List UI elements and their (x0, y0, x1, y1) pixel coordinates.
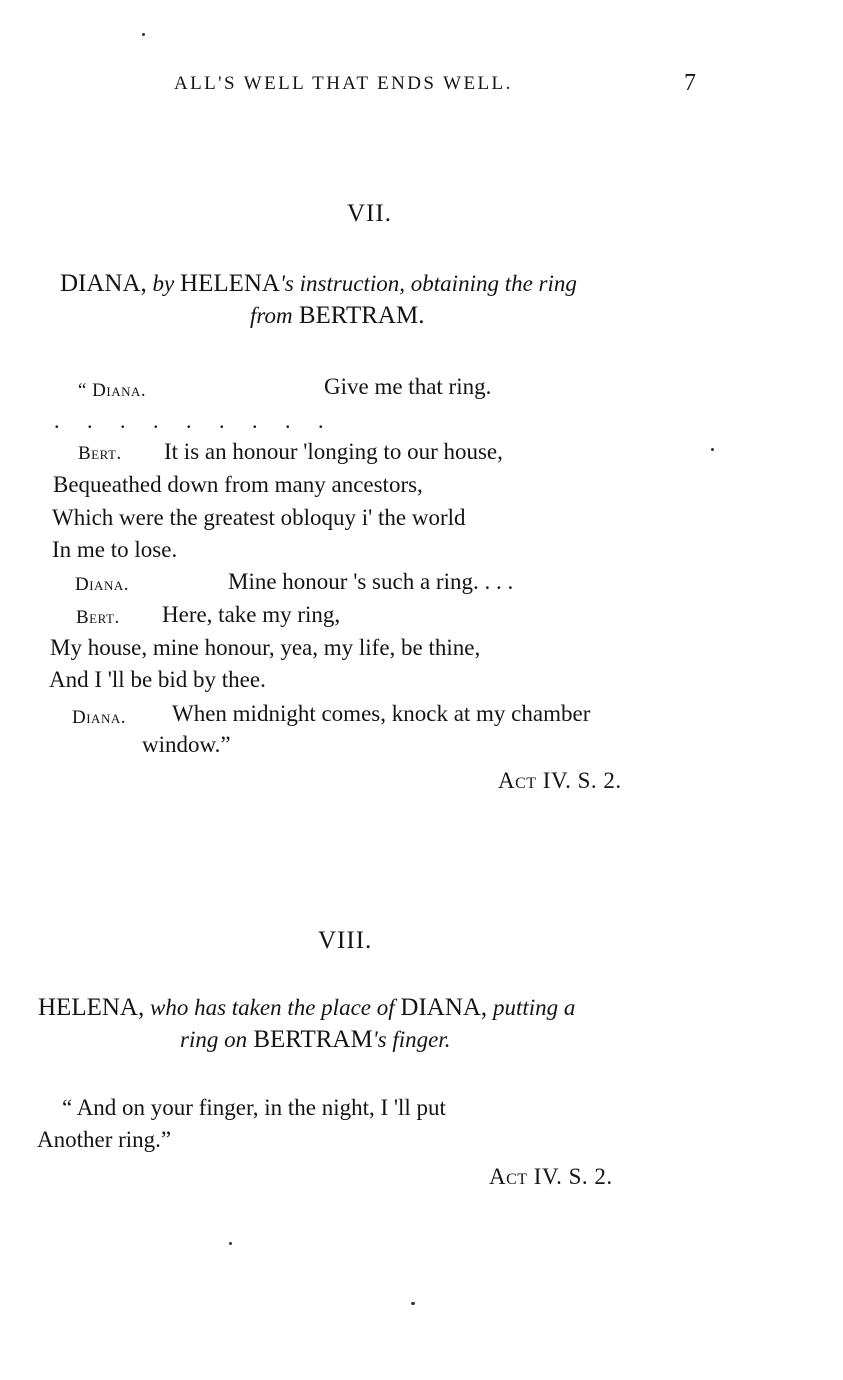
caption-name-diana: DIANA, (60, 270, 147, 297)
verse-line: In me to lose. (52, 537, 178, 562)
paper-speck (142, 33, 145, 36)
verse-line: Mine honour 's such a ring. . . . (228, 569, 514, 594)
verse-line: When midnight comes, knock at my chamber (172, 701, 591, 726)
paper-speck (229, 1242, 232, 1245)
verse-line: Another ring.” (37, 1127, 172, 1152)
verse-line: Here, take my ring, (162, 602, 341, 627)
paper-speck (411, 1302, 415, 1305)
verse-line: Which were the greatest obloquy i' the world (52, 505, 466, 530)
caption-italic: by (146, 271, 181, 296)
section-8-caption-line-2 (180, 1026, 450, 1054)
verse-text: It is an honour 'longing to our house, (164, 439, 503, 464)
act-reference-text: Act IV. S. 2. (498, 768, 622, 793)
caption-italic: who has taken the place of (144, 995, 401, 1020)
verse-line: Bequeathed down from many ancestors, (53, 472, 423, 497)
speaker-label: Diana. (72, 707, 126, 728)
caption-italic: ring on (180, 1027, 248, 1052)
speaker-label: “ Diana. (78, 380, 147, 401)
speaker-label: Diana. (75, 574, 129, 595)
page-number: 7 (684, 70, 696, 96)
verse-line: My house, mine honour, yea, my life, be thine, (50, 635, 481, 660)
act-reference (498, 768, 622, 794)
caption-name-bertram: BERTRAM. (292, 302, 425, 329)
verse-line (76, 603, 120, 629)
verse-line: And I 'll be bid by thee. (49, 667, 266, 692)
section-7-caption-line-1 (60, 270, 577, 298)
section-7-caption-line-2 (250, 302, 424, 330)
verse-line (78, 439, 503, 465)
act-reference-text: Act IV. S. 2. (489, 1164, 613, 1189)
caption-italic: putting a (487, 995, 576, 1020)
verse-line: Give me that ring. (324, 374, 492, 399)
verse-line: “ And on your finger, in the night, I 'll put (62, 1095, 446, 1120)
verse-line (78, 376, 146, 402)
section-8-caption-line-1 (38, 994, 575, 1022)
caption-italic: 's finger. (372, 1027, 451, 1052)
caption-name-helena: HELENA (180, 270, 280, 297)
caption-italic: 's instruction, obtaining the ring (280, 271, 577, 296)
section-7-numeral: VII. (347, 200, 392, 227)
caption-name-helena: HELENA, (38, 994, 145, 1021)
caption-italic: from (250, 303, 293, 328)
caption-name-diana: DIANA, (400, 994, 488, 1021)
running-title: ALL'S WELL THAT ENDS WELL. (174, 73, 513, 94)
act-reference (489, 1164, 613, 1190)
verse-line: window.” (142, 732, 231, 757)
speaker-label: Bert. (76, 607, 120, 628)
speaker-label: Bert. (78, 443, 122, 464)
caption-name-bertram: BERTRAM (247, 1026, 373, 1053)
section-8-numeral: VIII. (318, 927, 373, 954)
paper-speck (711, 448, 714, 451)
verse-line (75, 570, 129, 596)
ellipsis-line: . . . . . . . . . (54, 408, 324, 433)
verse-line (72, 703, 126, 729)
